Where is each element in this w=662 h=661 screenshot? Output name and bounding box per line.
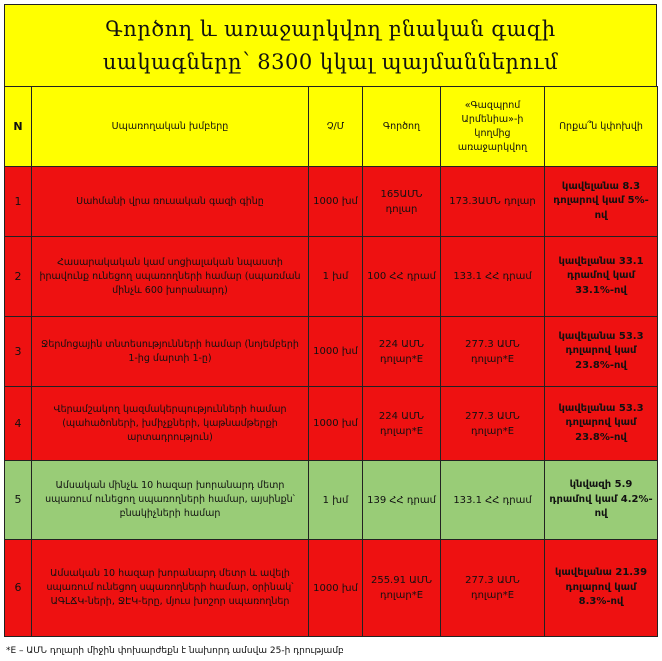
current-price: 224 ԱՄՆ դոլար*Ε [363, 317, 441, 387]
proposed-price: 277.3 ԱՄՆ դոլար*Ε [441, 317, 545, 387]
tariff-table [4, 86, 658, 637]
consumer-group: Վերամշակող կազմակերպությունների համար (պահածոների, խմիչքների, կաթնամթերքի արտադրություն) [32, 387, 309, 461]
price-change: կավելանա 53.3 դոլարով կամ 23.8%-ով [545, 317, 658, 387]
row-number: 2 [5, 237, 32, 317]
consumer-group: Հասարակական կամ սոցիալական նպաստի իրավունք ունեցող սպառողների համար (սպառման մինչև 600 խորանարդ) [32, 237, 309, 317]
consumer-group: Սահմանի վրա ռուսական գազի գինը [32, 167, 309, 237]
proposed-price: 277.3 ԱՄՆ դոլար*Ε [441, 387, 545, 461]
price-change: կավելանա 33.1 դրամով կամ 33.1%-ով [545, 237, 658, 317]
title-line-2: սակագները՝ 8300 կկալ պայմաններում [102, 49, 559, 74]
table-row [5, 167, 658, 237]
unit: 1 խմ [309, 237, 363, 317]
proposed-price: 133.1 ՀՀ դրամ [441, 461, 545, 540]
header-change: Որքա՞ն կփոխվի [545, 87, 658, 167]
price-change: կավելանա 21.39 դոլարով կամ 8.3%-ով [545, 540, 658, 637]
current-price: 165ԱՄՆ դոլար [363, 167, 441, 237]
price-change: կնվազի 5.9 դրամով կամ 4.2%-ով [545, 461, 658, 540]
header-group: Սպառողական խմբերը [32, 87, 309, 167]
footnote: *Ε – ԱՄՆ դոլարի միջին փոխարժեքն է նախորդ ամսվա 25-ի դրությամբ [6, 646, 344, 656]
current-price: 100 ՀՀ դրամ [363, 237, 441, 317]
header-unit: Չ/Մ [309, 87, 363, 167]
header-proposed: «Գազպրոմ Արմենիա»-ի կողմից առաջարկվող [441, 87, 545, 167]
unit: 1000 խմ [309, 387, 363, 461]
unit: 1000 խմ [309, 540, 363, 637]
unit: 1 խմ [309, 461, 363, 540]
consumer-group: Ջերմոցային տնտեսությունների համար (նոյեմբերի 1-ից մարտի 1-ը) [32, 317, 309, 387]
row-number: 5 [5, 461, 32, 540]
row-number: 4 [5, 387, 32, 461]
current-price: 224 ԱՄՆ դոլար*Ε [363, 387, 441, 461]
proposed-price: 277.3 ԱՄՆ դոլար*Ε [441, 540, 545, 637]
header-n: N [5, 87, 32, 167]
consumer-group: Ամսական մինչև 10 հազար խորանարդ մետր սպառում ունեցող սպառողների համար, այսինքն՝ բնակիչների համար [32, 461, 309, 540]
header-row [5, 87, 658, 167]
price-change: կավելանա 8.3 դոլարով կամ 5%-ով [545, 167, 658, 237]
current-price: 139 ՀՀ դրամ [363, 461, 441, 540]
unit: 1000 խմ [309, 167, 363, 237]
row-number: 3 [5, 317, 32, 387]
consumer-group: Ամսական 10 հազար խորանարդ մետր և ավելի սպառում ունեցող սպառողների համար, օրինակ՝ ԱԳԼՃԿ-ների, ՋԷԿ-երը, մյուս խոշոր սպառողներ [32, 540, 309, 637]
title-line-1: Գործող և առաջարկվող բնական գազի [105, 16, 556, 41]
table-row [5, 540, 658, 637]
price-change: կավելանա 53.3 դոլարով կամ 23.8%-ով [545, 387, 658, 461]
row-number: 6 [5, 540, 32, 637]
unit: 1000 խմ [309, 317, 363, 387]
table-row [5, 387, 658, 461]
table-title [4, 4, 657, 87]
row-number: 1 [5, 167, 32, 237]
table-row [5, 461, 658, 540]
proposed-price: 173.3ԱՄՆ դոլար [441, 167, 545, 237]
current-price: 255.91 ԱՄՆ դոլար*Ε [363, 540, 441, 637]
proposed-price: 133.1 ՀՀ դրամ [441, 237, 545, 317]
table-row [5, 317, 658, 387]
table-row [5, 237, 658, 317]
header-current: Գործող [363, 87, 441, 167]
